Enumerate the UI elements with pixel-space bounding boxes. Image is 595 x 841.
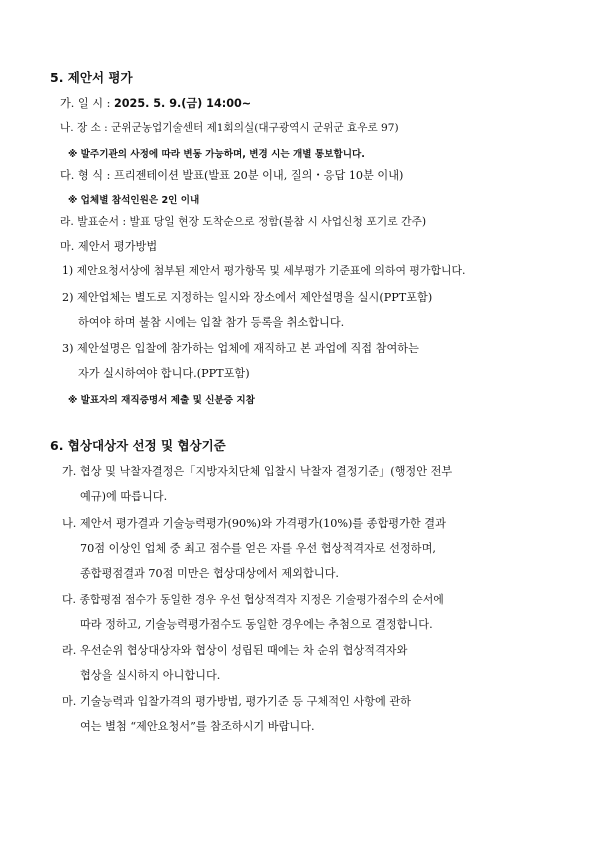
s6-item-e-line-2: 여는 별첨 “제안요청서”를 참조하시기 바랍니다. <box>80 720 315 733</box>
s6-item-b-line-1: 나. 제안서 평가결과 기술능력평가(90%)와 가격평가(10%)를 종합평가한 결과 <box>62 517 446 530</box>
note-schedule-change: ※ 발주기관의 사정에 따라 변동 가능하며, 변경 시는 개별 통보합니다. <box>68 149 365 160</box>
date-value: 2025. 5. 9.(금) 14:00~ <box>113 97 252 110</box>
date-label: 가. 일 시 : <box>60 97 111 110</box>
method-item-3-line-1: 3) 제안설명은 입찰에 참가하는 업체에 재직하고 본 과업에 직접 참여하는 <box>62 342 419 355</box>
s6-item-b-line-2: 70점 이상인 업체 중 최고 점수를 얻은 자를 우선 협상적격자로 선정하며, <box>80 542 436 555</box>
method-item-2-line-1: 2) 제안업체는 별도로 지정하는 일시와 장소에서 제안설명을 실시(PPT포함) <box>62 291 433 304</box>
method-item-2-line-2: 하여야 하며 불참 시에는 입찰 참가 등록을 취소합니다. <box>78 316 345 329</box>
format-line: 다. 형 식 : 프리젠테이션 발표(발표 20분 이내, 질의・응답 10분 이내) <box>60 169 404 182</box>
note-attendees: ※ 업체별 참석인원은 2인 이내 <box>68 195 200 206</box>
s6-item-d-line-1: 라. 우선순위 협상대상자와 협상이 성립된 때에는 차 순위 협상적격자와 <box>62 644 408 657</box>
place-line: 나. 장 소 : 군위군농업기술센터 제1회의실(대구광역시 군위군 효우로 97) <box>60 122 399 134</box>
note-presenter-docs: ※ 발표자의 재직증명서 제출 및 신분증 지참 <box>68 395 255 406</box>
section-6-title: 6. 협상대상자 선정 및 협상기준 <box>50 438 226 453</box>
s6-item-a-line-1: 가. 협상 및 낙찰자결정은「지방자치단체 입찰시 낙찰자 결정기준」(행정안 전부 <box>62 465 453 478</box>
s6-item-b-line-3: 종합평점결과 70점 미만은 협상대상에서 제외합니다. <box>80 567 339 580</box>
s6-item-a-line-2: 예규)에 따릅니다. <box>80 490 168 503</box>
order-line: 라. 발표순서 : 발표 당일 현장 도착순으로 정함(불참 시 사업신청 포기로 간주) <box>60 215 427 228</box>
s6-item-e-line-1: 마. 기술능력과 입찰가격의 평가방법, 평가기준 등 구체적인 사항에 관하 <box>62 695 411 708</box>
method-heading: 마. 제안서 평가방법 <box>60 240 158 253</box>
s6-item-d-line-2: 협상을 실시하지 아니합니다. <box>80 669 221 682</box>
date-line <box>60 95 251 111</box>
method-item-3-line-2: 자가 실시하여야 합니다.(PPT포함) <box>78 367 250 380</box>
section-5-title: 5. 제안서 평가 <box>50 70 133 85</box>
s6-item-c-line-2: 따라 정하고, 기술능력평가점수도 동일한 경우에는 추첨으로 결정합니다. <box>80 618 433 631</box>
s6-item-c-line-1: 다. 종합평점 점수가 동일한 경우 우선 협상적격자 지정은 기술평가점수의 순서에 <box>62 593 444 606</box>
method-item-1: 1) 제안요청서상에 첨부된 제안서 평가항목 및 세부평가 기준표에 의하여 평가합니다. <box>62 264 466 277</box>
